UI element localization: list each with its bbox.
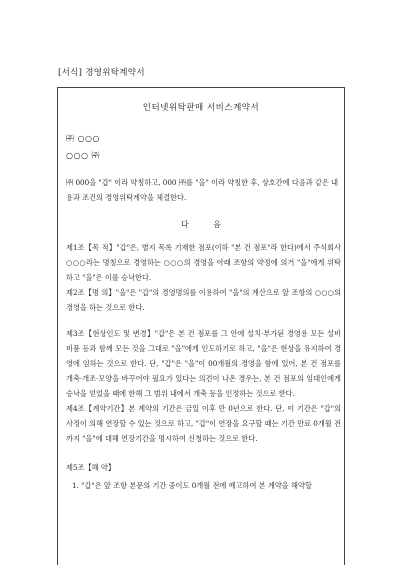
article-5-clause-1-text: 1. "갑"은 앞 조항 본문의 기간 중이도 0개월 전에 예고하여 본 계약을 해약할 — [72, 481, 312, 490]
article-2 — [66, 285, 341, 315]
article-3 — [66, 326, 341, 401]
article-5-clause-1 — [72, 478, 341, 493]
article-3-text: 제3조【현상인도 및 변경】"갑"은 본 건 점포를 그 안에 설치·부가된 경영용 모든 설비비품 등과 함께 모든 것을 그대로 "을"에게 인도하기로 하고, "을"은 현상을 유지하여 경영에 임하는 것으로 한다. 단, "갑"은 "을"이 00개월의 경영을 함에 있어, 본 건 점포를 개축·개조·모양을 바꾸어야 필요가 있다는 의견이 나온 경우는, 본 건 점포의 임대인에게 승낙을 얻었을 때에 한해 그 범위 내에서 개축 등을 인정하는 것으로 한다. — [66, 329, 341, 398]
document-title: 인터넷위탁판매 서비스계약서 — [142, 103, 260, 113]
article-1 — [66, 240, 341, 285]
article-4 — [66, 401, 341, 446]
article-5 — [66, 460, 341, 475]
article-4-text: 제4조【계약기간】본 계약의 기간은 금일 이후 만 0년으로 한다. 단, 이 기간은 "갑"의 사정이 의해 연장할 수 있는 것으로 하고, "갑"이 연장을 요구할 때는 기간 만료 0개월 전까지 "을"에 대해 연장기간을 명시하여 신청하는 것으로 한다. — [66, 404, 341, 443]
article-1-text: 제1조【목 적】"갑"은, 별지 목록 기재한 점포(이하 "본 건 점포"라 한다)에서 주식회사 ○○○라는 명칭으로 경영하는 ○○○의 경영을 아래 조항의 약정에 의거 "을"에게 위탁하고 "을"은 이를 승낙한다. — [66, 243, 341, 282]
party-a: ㈜ ○○○ — [66, 134, 100, 143]
party-b: ○○○ ㈜ — [66, 151, 100, 160]
section-heading: 다 음 — [181, 220, 221, 229]
article-2-text: 제2조【명 의】"을"은 "갑"의 경영명의를 이용하여 "을"의 계산으로 앞 조항의 ○○○의 경영을 하는 것으로 한다. — [66, 288, 341, 312]
contract-document — [57, 87, 345, 565]
article-5-title: 제5조【해 약】 — [66, 463, 116, 472]
intro-paragraph: ㈜ 000을 "갑" 이라 약칭하고, 000 ㈜를 "을" 이라 약칭한 후, 상호간에 다음과 같은 내용과 조건의 경영위탁계약을 체결한다. — [66, 178, 339, 202]
form-caption: [서식] 경영위탁계약서 — [58, 68, 145, 78]
